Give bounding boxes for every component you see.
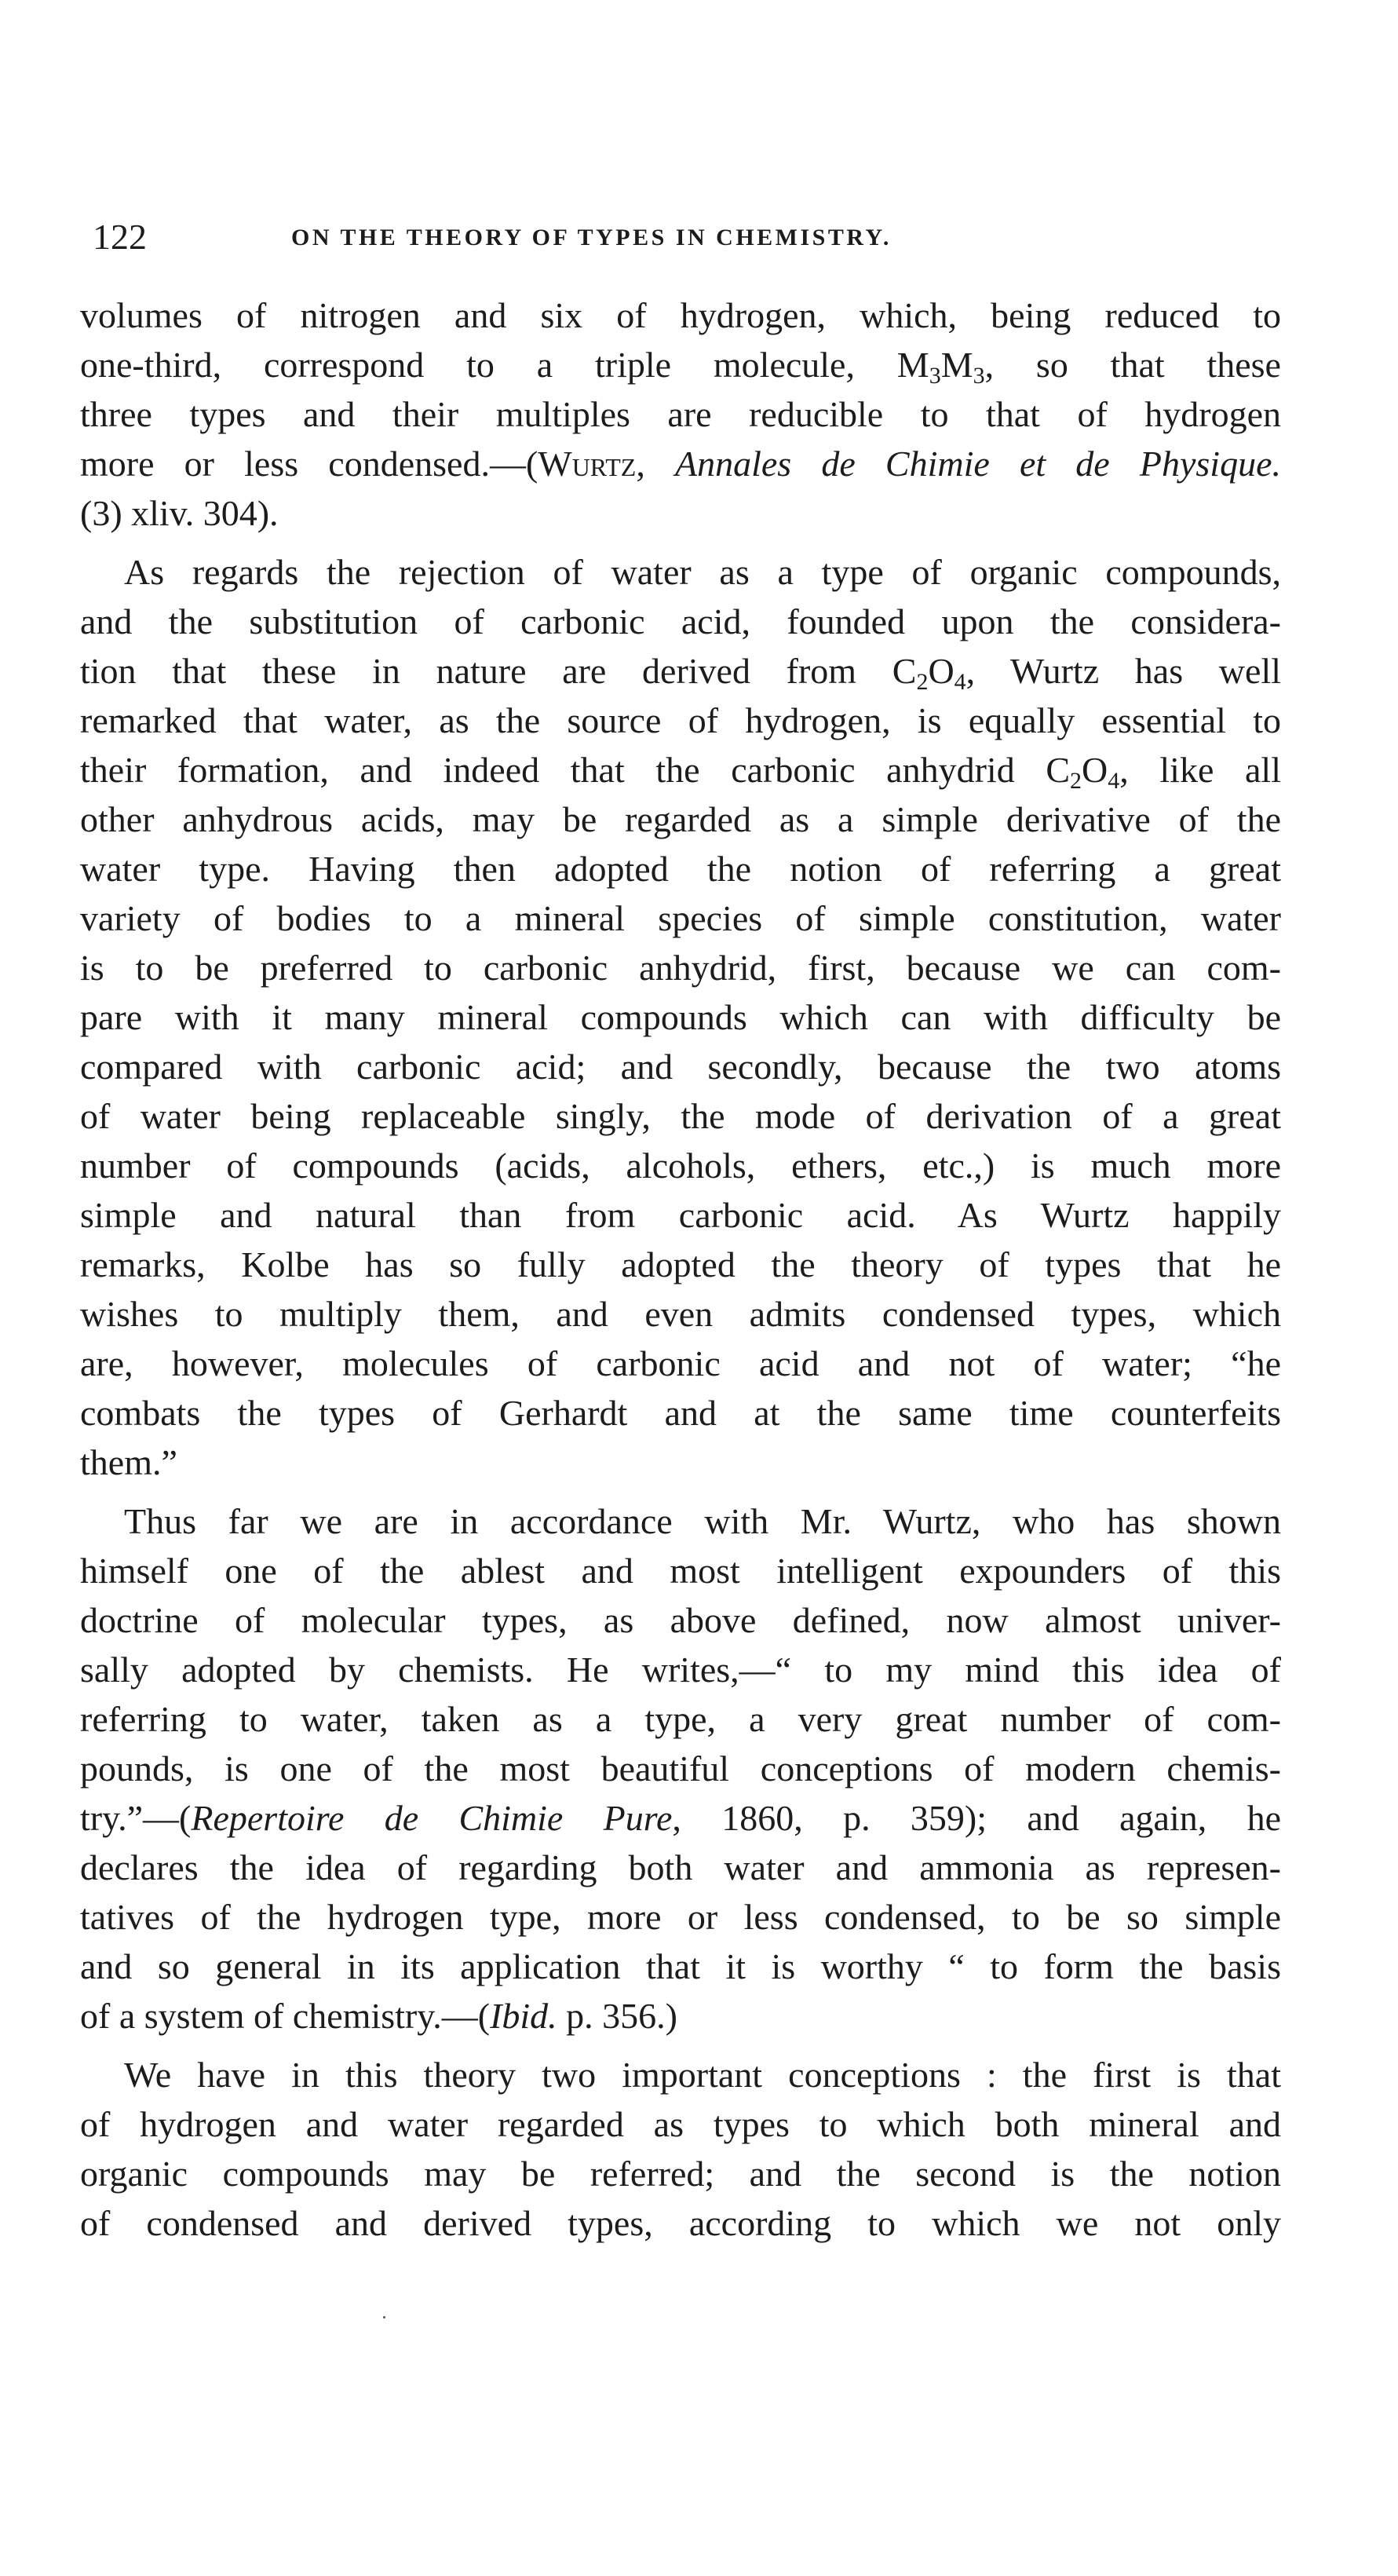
text-line [80, 943, 1281, 992]
text-run: , 1860, p. 359); and again, he [672, 1798, 1282, 1838]
text-line [80, 1042, 1281, 1091]
text-run: variety of bodies to a mineral species of simple constitution, water [80, 898, 1281, 938]
text-run: pounds, is one of the most beautiful conceptions of modern chemis- [80, 1748, 1281, 1789]
italic-text: Ibid. [490, 1996, 557, 2036]
text-line [80, 389, 1281, 439]
paragraph [80, 547, 1281, 1487]
text-line [80, 1694, 1281, 1744]
page-header [93, 214, 1286, 261]
text-run: their formation, and indeed that the carbonic anhydrid C [80, 750, 1071, 790]
text-run: is to be preferred to carbonic anhydrid, first, because we can com- [80, 948, 1281, 988]
subscript: 4 [954, 669, 966, 695]
text-line [80, 745, 1281, 795]
text-run: of hydrogen and water regarded as types to which both mineral and [80, 2104, 1281, 2144]
text-run: organic compounds may be referred; and the second is the notion [80, 2154, 1281, 2194]
text-run: , Wurtz has well [965, 651, 1282, 691]
text-run: p. 356.) [557, 1996, 677, 2036]
text-line [80, 439, 1281, 488]
text-line [80, 1892, 1281, 1942]
text-line [80, 2099, 1281, 2149]
text-line [80, 696, 1281, 745]
text-line [80, 646, 1281, 696]
text-run: sally adopted by chemists. He writes,—“ to my mind this idea of [80, 1650, 1281, 1690]
page-number: 122 [93, 217, 147, 257]
text-run: tatives of the hydrogen type, more or less condensed, to be so simple [80, 1897, 1281, 1937]
text-run: of water being replaceable singly, the mode of derivation of a great [80, 1096, 1281, 1136]
text-run: try.”—( [80, 1798, 192, 1838]
text-run: , [636, 444, 675, 484]
text-line [80, 2198, 1281, 2248]
subscript: 3 [929, 363, 941, 389]
text-run: We have in this theory two important conceptions : the first is that [124, 2055, 1281, 2095]
text-run: , like all [1119, 750, 1281, 790]
text-run: himself one of the ablest and most intelligent expounders of this [80, 1551, 1281, 1591]
text-run: As regards the rejection of water as a type of organic compounds, [124, 552, 1281, 592]
text-run: remarked that water, as the source of hydrogen, is equally essential to [80, 700, 1281, 740]
text-run: Thus far we are in accordance with Mr. Wurtz, who has shown [124, 1501, 1281, 1541]
text-run: volumes of nitrogen and six of hydrogen, which, being reduced to [80, 295, 1281, 335]
text-line [80, 1942, 1281, 1991]
text-run: wishes to multiply them, and even admits condensed types, which [80, 1294, 1281, 1334]
text-line [80, 1546, 1281, 1595]
text-run: pare with it many mineral compounds which can with difficulty be [80, 997, 1281, 1037]
text-line [80, 547, 1281, 597]
paragraph-gap [80, 2041, 1281, 2050]
italic-text: Repertoire de Chimie Pure [191, 1798, 673, 1838]
text-line [80, 1289, 1281, 1339]
text-run: and so general in its application that it is worthy “ to form the basis [80, 1946, 1281, 1986]
text-run: simple and natural than from carbonic acid. As Wurtz happily [80, 1195, 1281, 1235]
text-run: water type. Having then adopted the notion of referring a great [80, 849, 1281, 889]
text-line [80, 1595, 1281, 1645]
text-line [80, 340, 1281, 389]
paragraph [80, 2050, 1281, 2248]
text-line [80, 1744, 1281, 1793]
text-run: tion that these in nature are derived from C [80, 651, 917, 691]
text-run: O [1082, 750, 1108, 790]
text-run: M [940, 345, 973, 385]
text-line [80, 2050, 1281, 2099]
text-run: doctrine of molecular types, as above defined, now almost univer- [80, 1600, 1281, 1640]
text-line [80, 844, 1281, 893]
subscript: 2 [1070, 768, 1082, 794]
text-line [80, 1141, 1281, 1190]
text-run: (3) xliv. 304). [80, 493, 279, 533]
speck-mark [383, 2316, 385, 2318]
paragraph-gap [80, 538, 1281, 547]
text-run: one-third, correspond to a triple molecule, M [80, 345, 929, 385]
text-run: number of compounds (acids, alcohols, ethers, etc.,) is much more [80, 1145, 1281, 1186]
subscript: 4 [1108, 768, 1120, 794]
text-line [80, 1793, 1281, 1843]
paragraph-gap [80, 1487, 1281, 1496]
text-line [80, 1645, 1281, 1694]
text-run: combats the types of Gerhardt and at the same time counterfeits [80, 1393, 1281, 1433]
small-caps-name: Wurtz [538, 444, 637, 484]
text-run: remarks, Kolbe has so fully adopted the theory of types that he [80, 1244, 1281, 1284]
text-line [80, 1438, 1281, 1487]
body-text [80, 290, 1281, 2248]
text-line [80, 597, 1281, 646]
text-line [80, 290, 1281, 340]
italic-text: Annales de Chimie et de Physique. [674, 444, 1281, 484]
text-run: and the substitution of carbonic acid, founded upon the considera- [80, 601, 1281, 641]
paragraph [80, 290, 1281, 538]
text-run: compared with carbonic acid; and secondly, because the two atoms [80, 1047, 1281, 1087]
subscript: 2 [916, 669, 929, 695]
text-line [80, 1496, 1281, 1546]
text-run: O [928, 651, 955, 691]
subscript: 3 [973, 363, 985, 389]
text-run: of a system of chemistry.—( [80, 1996, 491, 2036]
text-run: referring to water, taken as a type, a very great number of com- [80, 1699, 1281, 1739]
text-line [80, 1091, 1281, 1141]
text-run: declares the idea of regarding both water and ammonia as represen- [80, 1847, 1281, 1887]
text-run: are, however, molecules of carbonic acid and not of water; “he [80, 1343, 1281, 1383]
text-run: , so that these [984, 345, 1281, 385]
text-run: of condensed and derived types, according to which we not only [80, 2203, 1281, 2243]
text-line [80, 992, 1281, 1042]
text-line [80, 1388, 1281, 1438]
running-title: ON THE THEORY OF TYPES IN CHEMISTRY. [291, 225, 892, 250]
text-run: more or less condensed.—( [80, 444, 538, 484]
text-run: three types and their multiples are reducible to that of hydrogen [80, 394, 1281, 434]
text-line [80, 1339, 1281, 1388]
text-run: them.” [80, 1442, 177, 1482]
paragraph [80, 1496, 1281, 2041]
text-line [80, 1843, 1281, 1892]
text-run: other anhydrous acids, may be regarded as a simple derivative of the [80, 799, 1281, 839]
text-line [80, 893, 1281, 943]
text-line [80, 488, 1281, 538]
text-line [80, 1240, 1281, 1289]
text-line [80, 2149, 1281, 2198]
text-line [80, 795, 1281, 844]
text-line [80, 1991, 1281, 2041]
text-line [80, 1190, 1281, 1240]
